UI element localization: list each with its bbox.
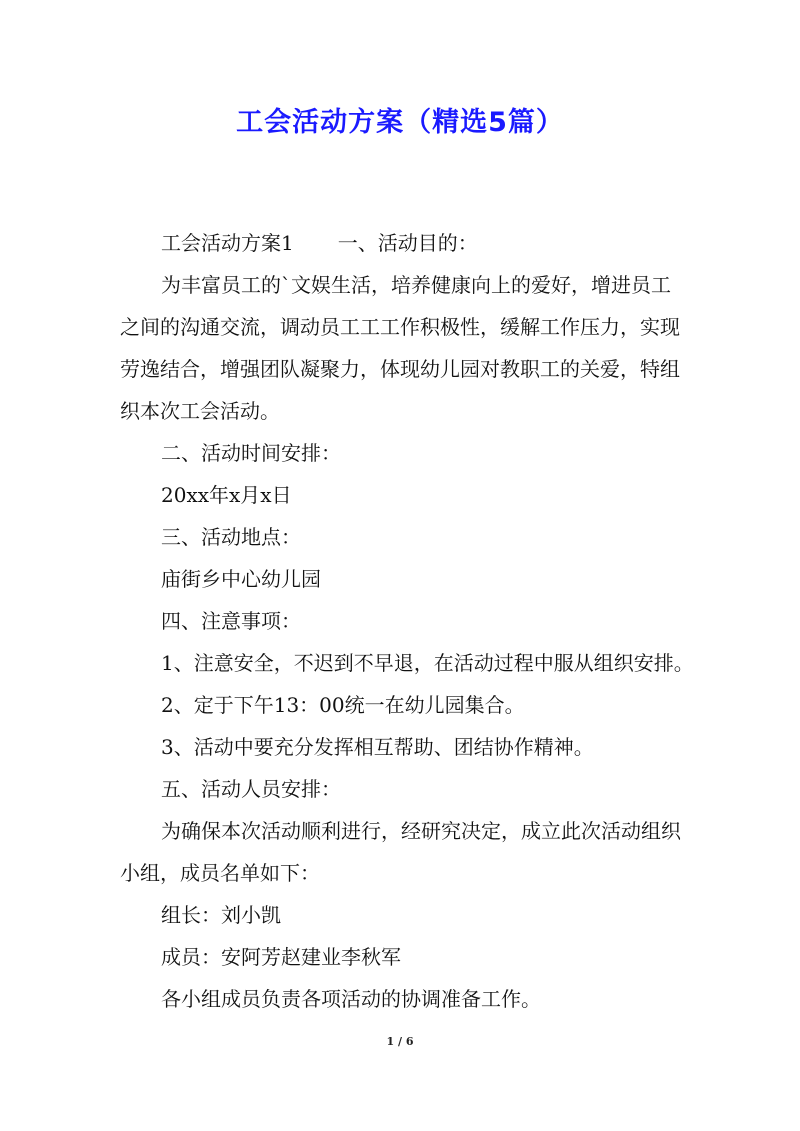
paragraph-line: 小组，成员名单如下： xyxy=(120,861,320,885)
section-heading: 一、活动目的： xyxy=(337,231,478,255)
subtitle: 工会活动方案1 xyxy=(161,231,294,255)
section-heading: 四、注意事项： xyxy=(161,609,301,633)
list-item: 1、注意安全，不迟到不早退，在活动过程中服从组织安排。 xyxy=(161,651,694,675)
paragraph-line: 劳逸结合，增强团队凝聚力，体现幼儿园对教职工的关爱，特组 xyxy=(120,357,680,381)
paragraph-subtitle-line xyxy=(120,222,700,264)
paragraph-line: 之间的沟通交流，调动员工工工作积极性，缓解工作压力，实现 xyxy=(120,315,680,339)
section-heading: 五、活动人员安排： xyxy=(161,777,341,801)
paragraph-line: 庙街乡中心幼儿园 xyxy=(161,567,321,591)
paragraph-line: 20xx年x月x日 xyxy=(161,483,292,507)
paragraph-line: 成员：安阿芳赵建业李秋军 xyxy=(161,945,401,969)
page-number: 1 / 6 xyxy=(386,1035,414,1048)
paragraph-line: 组长：刘小凯 xyxy=(161,903,281,927)
paragraph-line: 织本次工会活动。 xyxy=(120,399,280,423)
paragraph-line: 各小组成员负责各项活动的协调准备工作。 xyxy=(161,987,541,1011)
document-title: 工会活动方案（精选5篇） xyxy=(236,107,564,138)
section-heading: 二、活动时间安排： xyxy=(161,441,341,465)
list-item: 2、定于下午13：00统一在幼儿园集合。 xyxy=(161,693,525,717)
section-heading: 三、活动地点： xyxy=(161,525,301,549)
paragraph-line: 为丰富员工的`文娱生活，培养健康向上的爱好，增进员工 xyxy=(161,273,671,297)
paragraph-line: 为确保本次活动顺利进行，经研究决定，成立此次活动组织 xyxy=(161,819,681,843)
list-item: 3、活动中要充分发挥相互帮助、团结协作精神。 xyxy=(161,735,594,759)
document-body xyxy=(120,222,700,1020)
